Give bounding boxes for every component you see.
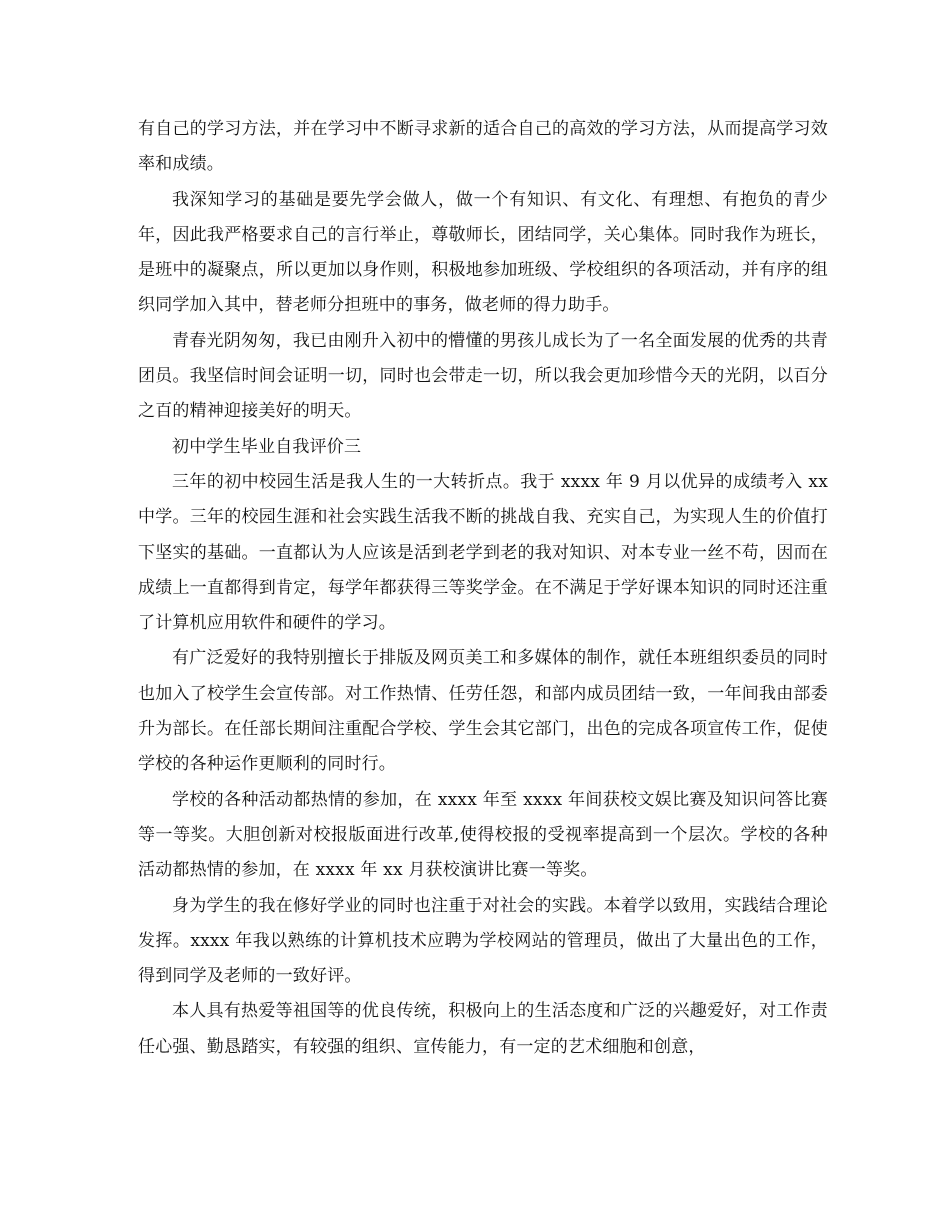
paragraph: 有广泛爱好的我特别擅长于排版及网页美工和多媒体的制作，就任本班组织委员的同时也加入了校学生会宣传部。对工作热情、任劳任怨，和部内成员团结一致，一年间我由部委升为部长。在任部长期间注重配合学校、学生会其它部门，出色的完成各项宣传工作，促使学校的各种运作更顺利的同时行。 [138,648,828,775]
paragraph: 学校的各种活动都热情的参加，在 xxxx 年至 xxxx 年间获校文娱比赛及知识问答比赛等一等奖。大胆创新对校报版面进行改革,使得校报的受视率提高到一个层次。学校的各种活动都热情的参加，在 xxxx 年 xx 月获校演讲比赛一等奖。 [138,789,828,881]
paragraph: 三年的初中校园生活是我人生的一大转折点。我于 xxxx 年 9 月以优异的成绩考入 xx 中学。三年的校园生涯和社会实践生活我不断的挑战自我、充实自己，为实现人生的价值打下坚实的基础。一直都认为人应该是活到老学到老的我对知识、对本专业一丝不苟，因而在成绩上一直都得到肯定，每学年都获得三等奖学金。在不满足于学好课本知识的同时还注重了计算机应用软件和硬件的学习。 [138,471,828,634]
paragraph: 本人具有热爱等祖国等的优良传统，积极向上的生活态度和广泛的兴趣爱好，对工作责任心强、勤恳踏实，有较强的组织、宣传能力，有一定的艺术细胞和创意， [138,1001,828,1057]
paragraph: 身为学生的我在修好学业的同时也注重于对社会的实践。本着学以致用，实践结合理论发挥。xxxx 年我以熟练的计算机技术应聘为学校网站的管理员，做出了大量出色的工作，得到同学及老师的一致好评。 [138,895,828,987]
section-heading: 初中学生毕业自我评价三 [172,436,362,457]
document-page [138,112,828,1065]
paragraph: 我深知学习的基础是要先学会做人，做一个有知识、有文化、有理想、有抱负的青少年，因此我严格要求自己的言行举止，尊敬师长，团结同学，关心集体。同时我作为班长，是班中的凝聚点，所以更加以身作则，积极地参加班级、学校组织的各项活动，并有序的组织同学加入其中，替老师分担班中的事务，做老师的得力助手。 [138,189,828,316]
paragraph-continuation: 有自己的学习方法，并在学习中不断寻求新的适合自己的高效的学习方法，从而提高学习效率和成绩。 [138,119,828,175]
paragraph: 青春光阴匆匆，我已由刚升入初中的懵懂的男孩儿成长为了一名全面发展的优秀的共青团员。我坚信时间会证明一切，同时也会带走一切，所以我会更加珍惜今天的光阴，以百分之百的精神迎接美好的明天。 [138,330,828,422]
